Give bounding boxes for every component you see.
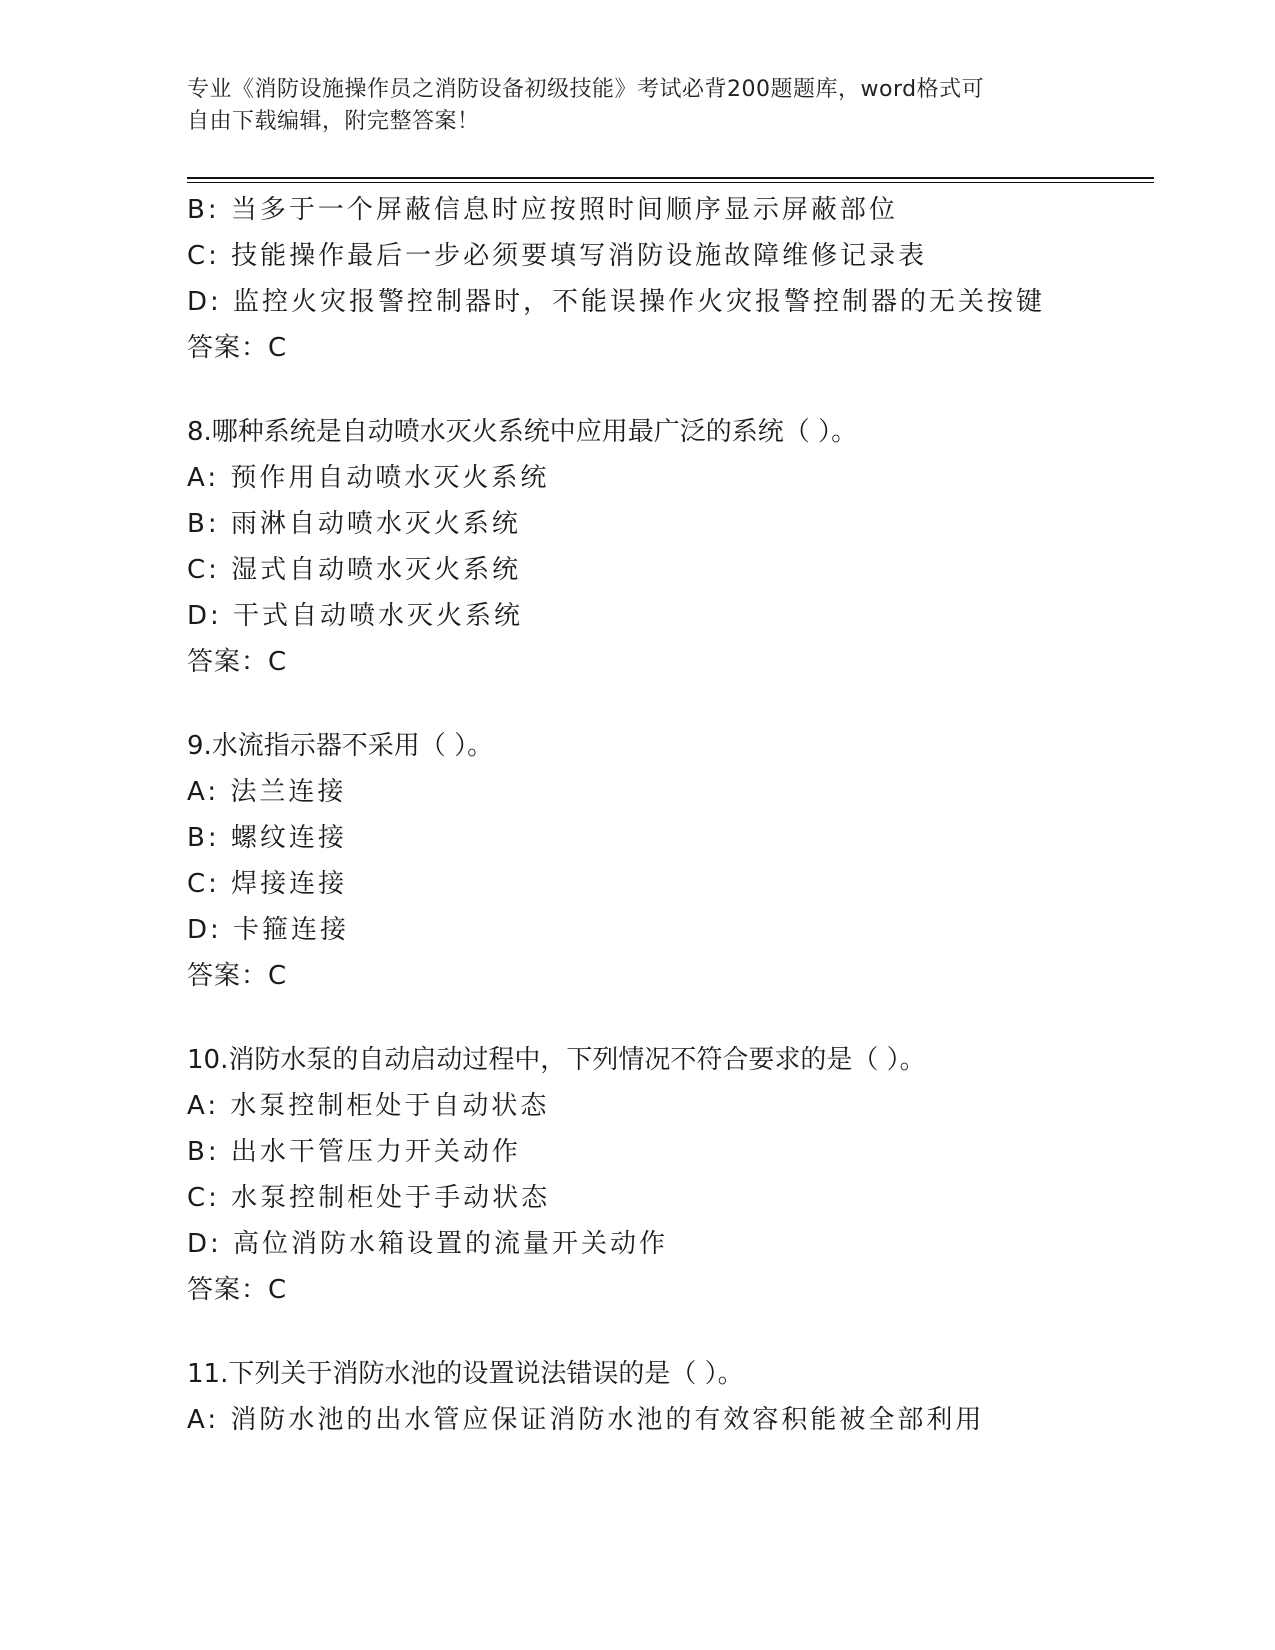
question-list xyxy=(187,187,1147,1443)
question-stem: 11.下列关于消防水池的设置说法错误的是（ ）。 xyxy=(187,1359,744,1389)
option-c: C: 水泵控制柜处于手动状态 xyxy=(187,1183,551,1213)
question-7-continuation xyxy=(187,187,1147,371)
option-c: C: 焊接连接 xyxy=(187,869,348,899)
option-b: B: 出水干管压力开关动作 xyxy=(187,1137,521,1167)
answer: 答案：C xyxy=(187,961,288,991)
option-c: C: 技能操作最后一步必须要填写消防设施故障维修记录表 xyxy=(187,241,928,271)
question-11 xyxy=(187,1351,1147,1443)
header-line-2: 自由下载编辑，附完整答案！ xyxy=(187,109,480,134)
answer: 答案：C xyxy=(187,1275,288,1305)
option-b: B: 螺纹连接 xyxy=(187,823,347,853)
option-a: A: 水泵控制柜处于自动状态 xyxy=(187,1091,550,1121)
option-d: D: 高位消防水箱设置的流量开关动作 xyxy=(187,1229,669,1259)
question-8 xyxy=(187,409,1147,685)
option-d: D: 监控火灾报警控制器时，不能误操作火灾报警控制器的无关按键 xyxy=(187,287,1046,317)
question-9 xyxy=(187,723,1147,999)
answer: 答案：C xyxy=(187,647,288,677)
option-d: D: 卡箍连接 xyxy=(187,915,350,945)
option-a: A: 预作用自动喷水灭火系统 xyxy=(187,463,550,493)
header-divider-thick xyxy=(187,177,1154,179)
option-c: C: 湿式自动喷水灭火系统 xyxy=(187,555,522,585)
question-stem: 9.水流指示器不采用（ ）。 xyxy=(187,731,494,761)
question-stem: 8.哪种系统是自动喷水灭火系统中应用最广泛的系统（ ）。 xyxy=(187,417,858,447)
document-header xyxy=(187,74,1087,138)
question-10 xyxy=(187,1037,1147,1313)
header-line-1: 专业《消防设施操作员之消防设备初级技能》考试必背200题题库，word格式可 xyxy=(187,77,985,102)
option-b: B: 雨淋自动喷水灭火系统 xyxy=(187,509,521,539)
option-b: B: 当多于一个屏蔽信息时应按照时间顺序显示屏蔽部位 xyxy=(187,195,898,225)
answer: 答案：C xyxy=(187,333,288,363)
option-a: A: 法兰连接 xyxy=(187,777,347,807)
question-stem: 10.消防水泵的自动启动过程中，下列情况不符合要求的是（ ）。 xyxy=(187,1045,926,1075)
header-divider-thin xyxy=(187,182,1154,183)
option-d: D: 干式自动喷水灭火系统 xyxy=(187,601,524,631)
option-a: A: 消防水池的出水管应保证消防水池的有效容积能被全部利用 xyxy=(187,1405,985,1435)
